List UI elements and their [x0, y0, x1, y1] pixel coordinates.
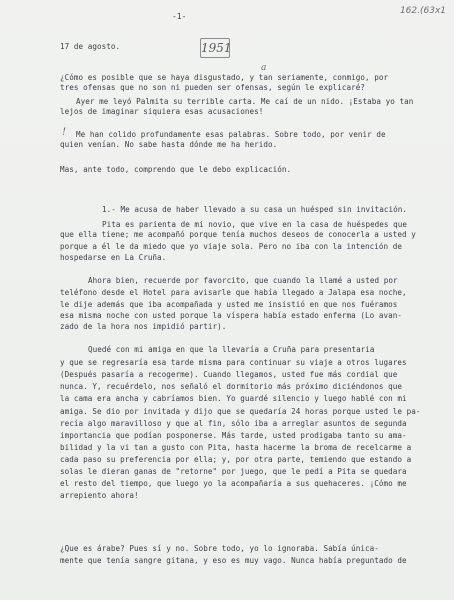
text-line: ¿Que es árabe? Pues sí y no. Sobre todo, yo lo ignoraba. Sabía única- [60, 544, 379, 553]
text-line: mente que tenía sangre gitana, y eso es muy vago. Nunca había preguntado de [60, 556, 407, 565]
handwritten-caret-word: a [261, 63, 267, 73]
page-number: -1- [172, 12, 187, 21]
text-line: Me han colido profundamente esas palabras. Sobre todo, por venir de [76, 130, 386, 139]
text-line: Quedé con mi amiga en que la llevaría a Cruña para presentaria [88, 345, 375, 354]
text-line: lejos de imaginar siquiera esas acusaciones! [60, 107, 264, 116]
text-line: importancia que podían posponerse. Más tarde, usted prodigaba tanto su ama- [60, 431, 407, 440]
text-line: esa misma noche con usted porque la víspera había estado enferma (Lo avan- [60, 311, 403, 320]
archive-note: 162.(63x1 [399, 6, 446, 16]
text-line: tres ofensas que no son ni pueden ser ofensas, según le explicaré? [60, 83, 366, 92]
text-line: que ella tiene; me acompañó porque tenía muchos deseos de conocerla a usted y [60, 230, 416, 239]
text-line: arrepiento ahora! [60, 491, 139, 500]
text-line: 1.- Me acusa de haber llevado a su casa un huésped sin invitación. [102, 205, 408, 214]
text-line: le dije además que iba acompañada y usted me insistió en que nos fuéramos [60, 300, 398, 309]
text-line: porque a él le da miedo que yo viaje sola. Pero no iba con la intención de [60, 242, 403, 251]
year-stamp: 1951 [200, 38, 230, 58]
text-line: Ahora bien, recuerde por favorcito, que cuando la llamé a usted por [88, 276, 398, 285]
text-line: nunca. Y, recuérdelo, nos señaló el dormitorio más próximo diciéndonos que [60, 382, 403, 391]
text-line: ¿Cómo es posible que se haya disgustado, y tan seriamente, conmigo, por [60, 73, 389, 82]
text-line: Ayer me leyó Palmita su terrible carta. Me caí de un nido. ¡Estaba yo tan [76, 97, 414, 106]
text-line: (Después pasaría a recogerme). Cuando llegamos, usted fue más cordial que [60, 370, 398, 379]
text-line: Pita es parienta de mi novio, que vive en la casa de huéspedes que [102, 220, 408, 229]
text-line: solas le dieran ganas de "retorne" por juego, que le pedí a Pita se quedara [60, 467, 407, 476]
text-line: recía algo maravilloso y que al fin, sólo iba a arreglar asuntos de segunda [60, 419, 407, 428]
text-line: cada paso su preferencia por ella; y, por otra parte, temiendo que estando a [60, 455, 412, 464]
handwritten-mark: ! [62, 127, 67, 138]
text-line: hospedarse en La Cruña. [60, 253, 167, 262]
text-line: quien venían. No sabe hasta dónde me ha herido. [60, 140, 278, 149]
text-line: Mas, ante todo, comprendo que le debo explicación. [60, 165, 292, 174]
text-line: zado de la hora nos impidió partir). [60, 322, 227, 331]
text-line: la cama era ancha y cabríamos bien. Yo guardé silencio y luego hablé con mi [60, 394, 407, 403]
text-line: y que se regresaría esa tarde misma para continuar su viaje a otros lugares [60, 358, 407, 367]
text-line: el resto del tiempo, que luego yo la acompañaría a sus quehaceres. ¡Cómo me [60, 479, 407, 488]
text-line: bilidad y la vi tan a gusto con Pita, hasta hacerme la broma de recelcarme a [60, 443, 412, 452]
text-line: amiga. Se dio por invitada y dijo que se quedaría 24 horas porque usted le pa- [60, 407, 421, 416]
letter-date: 17 de agosto. [60, 42, 121, 51]
text-line: teléfono desde el Hotel para avisarle que había llegado a Jalapa esa noche, [60, 288, 407, 297]
